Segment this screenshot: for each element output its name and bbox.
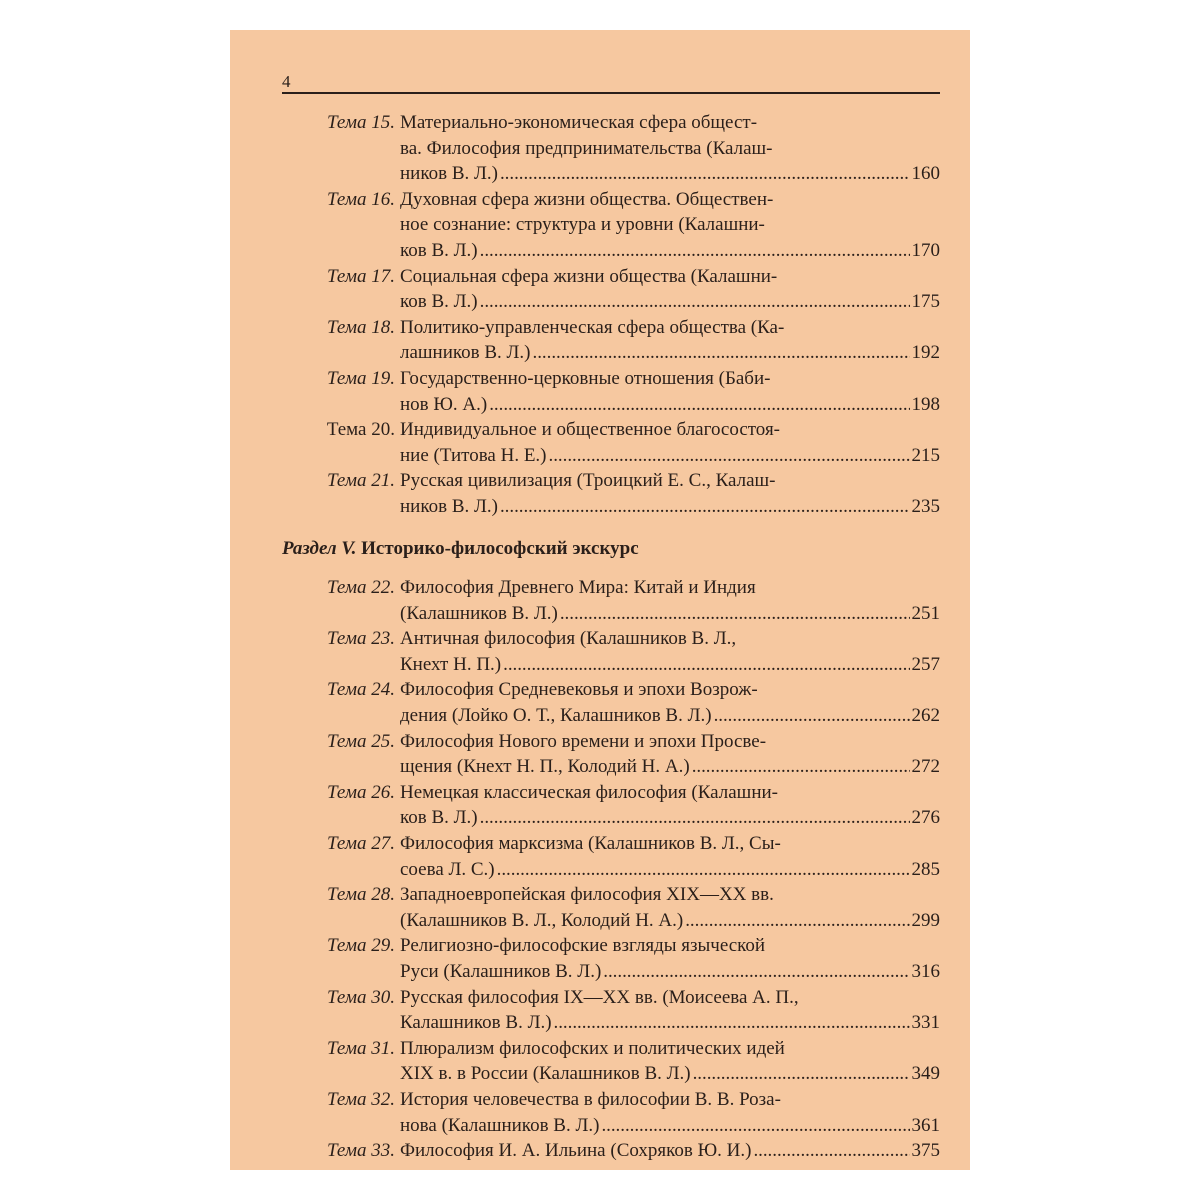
toc-leader-dots: [500, 161, 910, 187]
toc-entry-last-line: [400, 959, 940, 985]
toc-leader-dots: [603, 959, 909, 985]
toc-entry-title: [400, 1138, 940, 1164]
section-v-title: Историко-философский экскурс: [361, 537, 639, 559]
toc-entry-last-line: [400, 857, 940, 883]
toc-entry-line: Духовная сфера жизни общества. Обществен-: [400, 188, 774, 210]
toc-entry-line-text: Руси (Калашников В. Л.): [400, 961, 602, 982]
toc-entry: [282, 882, 940, 933]
toc-entry-line-text: лашников В. Л.): [400, 342, 531, 364]
toc-entry-label: [282, 1087, 400, 1113]
toc-entry-number: 25.: [366, 730, 395, 752]
toc-entry-label: [282, 575, 400, 601]
toc-entry-label: [282, 933, 400, 959]
toc-entry-word: Тема: [327, 1140, 367, 1162]
toc-entry-word: Тема: [327, 986, 367, 1008]
toc-entry-word: Тема: [327, 316, 367, 338]
toc-page-number: 361: [911, 1114, 940, 1136]
toc-entry: [282, 626, 940, 677]
toc-entry-number: 16.: [366, 188, 395, 210]
toc-entry-last-line: [400, 161, 940, 187]
toc-page-number: 198: [911, 393, 940, 415]
toc-entry-title: [400, 417, 940, 468]
toc-entry-word: Тема: [327, 188, 367, 210]
toc-leader-dots: [554, 1010, 910, 1036]
toc-entry-number: 18.: [366, 316, 395, 338]
toc-entry-number: 20.: [366, 419, 395, 441]
toc-entry-title: [400, 187, 940, 264]
toc-entry-title: [400, 468, 940, 519]
toc-entry-label: [282, 315, 400, 341]
toc-entry-title: [400, 110, 940, 187]
toc-entry-last-line: [400, 289, 940, 315]
toc-entry-last-line: [400, 754, 940, 780]
toc-entry-line: Философия марксизма (Калашников В. Л., Сы-: [400, 833, 781, 855]
toc-entry-last-line: [400, 238, 940, 264]
toc-entry-number: 26.: [366, 781, 395, 803]
toc-entry-title: [400, 575, 940, 626]
toc-entry-title: [400, 264, 940, 315]
toc-entry-number: 28.: [366, 884, 395, 906]
toc-entry-line: История человечества в философии В. В. Роза-: [400, 1088, 781, 1110]
toc-leader-dots: [601, 1113, 909, 1139]
toc-page-number: 276: [911, 807, 940, 829]
toc-page-number: 331: [911, 1012, 940, 1034]
toc-entry: [282, 831, 940, 882]
toc-entry-last-line: [400, 805, 940, 831]
toc-page-number: 299: [911, 909, 940, 931]
toc-entry-word: Тема: [327, 679, 367, 701]
toc-entry-line-text: (Калашников В. Л., Колодий Н. А.): [400, 909, 684, 931]
toc-entry-line-text: нов Ю. А.): [400, 393, 488, 415]
toc-entry-line: Религиозно-философские взгляды языческой: [400, 935, 766, 957]
toc-entry-word: Тема: [327, 833, 367, 855]
toc-page-number: 175: [911, 291, 940, 313]
toc-entry-line: Индивидуальное и общественное благосостоя-: [400, 419, 781, 441]
toc-entry-title: [400, 882, 940, 933]
toc-page-number: 349: [911, 1063, 940, 1085]
toc-page-number: 235: [911, 495, 940, 517]
toc-entry-line-text: нова (Калашников В. Л.): [400, 1114, 600, 1136]
toc-entry-title: [400, 729, 940, 780]
toc-entry-line: Западноевропейская философия XIX—XX вв.: [400, 884, 774, 906]
toc-entry-label: [282, 626, 400, 652]
toc-entry-word: Тема: [327, 367, 367, 389]
toc-entry-last-line: [400, 1061, 940, 1087]
toc-entry: [282, 1036, 940, 1087]
toc-entry-line: Политико-управленческая сфера общества (Ка-: [400, 316, 785, 338]
toc-entry-last-line: [400, 494, 940, 520]
toc-entry-word: Тема: [327, 730, 367, 752]
toc-entry-last-line: [400, 340, 940, 366]
toc-entry-title: [400, 831, 940, 882]
toc-entry-number: 21.: [366, 470, 395, 492]
toc-entry: [282, 187, 940, 264]
toc-section-v: [282, 575, 940, 1164]
toc-entry: [282, 264, 940, 315]
toc-entry: [282, 1087, 940, 1138]
toc-entry: [282, 575, 940, 626]
toc-entry-title: [400, 985, 940, 1036]
toc-entry-word: Тема: [327, 470, 367, 492]
book-page: [230, 30, 970, 1170]
toc-entry-word: Тема: [327, 628, 367, 650]
toc-entry-label: [282, 831, 400, 857]
toc-entry: [282, 468, 940, 519]
toc-entry-line: Социальная сфера жизни общества (Калашни-: [400, 265, 778, 287]
toc-entry-number: 27.: [366, 833, 395, 855]
toc-page-number: 285: [911, 858, 940, 880]
toc-entry: [282, 315, 940, 366]
toc-entry-number: 24.: [366, 679, 395, 701]
toc-entry-label: [282, 264, 400, 290]
toc-entry-label: [282, 729, 400, 755]
toc-entry-line: Русская философия IX—XX вв. (Моисеева А. П.,: [400, 986, 799, 1008]
toc-entry-last-line: [400, 652, 940, 678]
toc-entry-number: 22.: [366, 577, 395, 599]
toc-leader-dots: [497, 857, 910, 883]
toc-entry-last-line: [400, 601, 940, 627]
toc-entry: [282, 417, 940, 468]
toc-entry-word: Тема: [327, 884, 367, 906]
toc-leader-dots: [500, 494, 910, 520]
toc-entry-last-line: [400, 703, 940, 729]
toc-entry-line: ное сознание: структура и уровни (Калашни-: [400, 214, 765, 236]
toc-entry-label: [282, 677, 400, 703]
toc-entry-line-text: ников В. Л.): [400, 495, 498, 517]
toc-entry-line-text: ков В. Л.): [400, 239, 478, 261]
toc-entry-line-text: соева Л. С.): [400, 858, 495, 880]
toc-entry-number: 29.: [366, 935, 395, 957]
toc-entry-label: [282, 985, 400, 1011]
page-number: 4: [282, 72, 291, 91]
toc-entry-line-text: Кнехт Н. П.): [400, 653, 502, 675]
toc-page-number: 215: [911, 444, 940, 466]
toc-entry-word: Тема: [327, 781, 367, 803]
toc-entry-number: 19.: [366, 367, 395, 389]
toc-entry: [282, 366, 940, 417]
toc-entry-line-text: Калашников В. Л.): [400, 1012, 552, 1034]
toc-entry-line: Античная философия (Калашников В. Л.,: [400, 628, 737, 650]
toc-entry-last-line: [400, 1113, 940, 1139]
toc-entry-word: Тема: [327, 265, 367, 287]
toc-entry-last-line: [400, 1010, 940, 1036]
toc-leader-dots: [753, 1138, 909, 1164]
toc-entry-number: 15.: [366, 112, 395, 133]
toc-entry-line-text: XIX в. в России (Калашников В. Л.): [400, 1063, 691, 1085]
toc-entry-last-line: [400, 908, 940, 934]
toc-entry-label: [282, 187, 400, 213]
toc-entry-word: Тема: [327, 577, 367, 599]
toc-entry-line-text: ков В. Л.): [400, 807, 478, 829]
toc-leader-dots: [692, 754, 910, 780]
toc-entry: [282, 729, 940, 780]
toc-entry-title: [400, 315, 940, 366]
toc-entry-label: [282, 1138, 400, 1164]
toc-entry-line: Философия Средневековья и эпохи Возрож-: [400, 679, 758, 701]
toc-entry-number: 17.: [366, 265, 395, 287]
toc-entry-number: 23.: [366, 628, 395, 650]
toc-leader-dots: [714, 703, 910, 729]
toc-entry-title: [400, 780, 940, 831]
table-of-contents: [282, 110, 940, 1164]
toc-entry-line-text: дения (Лойко О. Т., Калашников В. Л.): [400, 705, 712, 727]
toc-page-number: 160: [911, 163, 940, 185]
toc-entry: [282, 677, 940, 728]
toc-entry-line-text: ков В. Л.): [400, 291, 478, 313]
toc-entry-line: Философия Древнего Мира: Китай и Индия: [400, 577, 756, 599]
toc-entry-line: Немецкая классическая философия (Калашни-: [400, 781, 778, 803]
toc-entry-line-text: (Калашников В. Л.): [400, 602, 558, 624]
toc-entry-label: [282, 110, 400, 136]
toc-entry-word: Тема: [327, 1037, 367, 1059]
toc-entry-line: Плюрализм философских и политических идей: [400, 1037, 785, 1059]
toc-leader-dots: [685, 908, 909, 934]
toc-page-number: 251: [911, 602, 940, 624]
toc-entry-line-text: Философия И. А. Ильина (Сохряков Ю. И.): [400, 1140, 752, 1162]
toc-entry-label: [282, 1036, 400, 1062]
toc-leader-dots: [693, 1061, 910, 1087]
toc-page-number: 262: [911, 705, 940, 727]
toc-entry-label: [282, 366, 400, 392]
toc-entry-label: [282, 780, 400, 806]
toc-page-number: 257: [911, 653, 940, 675]
toc-entry-title: [400, 366, 940, 417]
toc-entry-number: 32.: [366, 1088, 395, 1110]
toc-leader-dots: [533, 340, 910, 366]
toc-entry-title: [400, 933, 940, 984]
toc-entry-title: [400, 677, 940, 728]
toc-entry: [282, 1138, 940, 1164]
toc-entry-line: Русская цивилизация (Троицкий Е. С., Калаш-: [400, 470, 776, 492]
toc-page-number: 316: [911, 961, 940, 982]
toc-entry-line: ва. Философия предпринимательства (Калаш-: [400, 137, 773, 159]
toc-leader-dots: [560, 601, 910, 627]
toc-entry: [282, 933, 940, 984]
toc-entry-number: 33.: [366, 1140, 395, 1162]
toc-entry-word: Тема: [327, 935, 367, 957]
toc-entry-line-text: ников В. Л.): [400, 163, 498, 185]
toc-page-number: 272: [911, 756, 940, 778]
toc-entry-word: Тема: [327, 1088, 367, 1110]
toc-leader-dots: [503, 652, 909, 678]
toc-section-iv-continued: [282, 110, 940, 520]
toc-entry-number: 30.: [366, 986, 395, 1008]
toc-entry-label: [282, 882, 400, 908]
toc-entry-label: [282, 417, 400, 443]
toc-entry: [282, 985, 940, 1036]
toc-leader-dots: [480, 238, 910, 264]
toc-entry-title: [400, 626, 940, 677]
toc-entry-last-line: [400, 1138, 940, 1164]
toc-leader-dots: [489, 392, 909, 418]
header-rule: [282, 92, 940, 94]
section-v-heading: [282, 536, 940, 562]
toc-leader-dots: [480, 289, 910, 315]
toc-entry-last-line: [400, 392, 940, 418]
toc-entry-word: Тема: [327, 112, 367, 133]
toc-page-number: 375: [911, 1140, 940, 1162]
toc-page-number: 192: [911, 342, 940, 364]
toc-entry-title: [400, 1087, 940, 1138]
toc-entry-line-text: ние (Титова Н. Е.): [400, 444, 547, 466]
toc-entry-number: 31.: [366, 1037, 395, 1059]
toc-entry-last-line: [400, 443, 940, 469]
toc-entry-line-text: щения (Кнехт Н. П., Колодий Н. А.): [400, 756, 690, 778]
toc-leader-dots: [549, 443, 910, 469]
toc-entry-line: Философия Нового времени и эпохи Просве-: [400, 730, 767, 752]
toc-entry: [282, 110, 940, 187]
toc-leader-dots: [480, 805, 910, 831]
toc-entry-title: [400, 1036, 940, 1087]
toc-entry-word: Тема: [326, 419, 367, 441]
section-v-label: Раздел V.: [282, 537, 357, 559]
toc-page-number: 170: [911, 239, 940, 261]
toc-entry-line: Материально-экономическая сфера общест-: [400, 112, 758, 133]
toc-entry-line: Государственно-церковные отношения (Баби-: [400, 367, 771, 389]
toc-entry-label: [282, 468, 400, 494]
toc-entry: [282, 780, 940, 831]
